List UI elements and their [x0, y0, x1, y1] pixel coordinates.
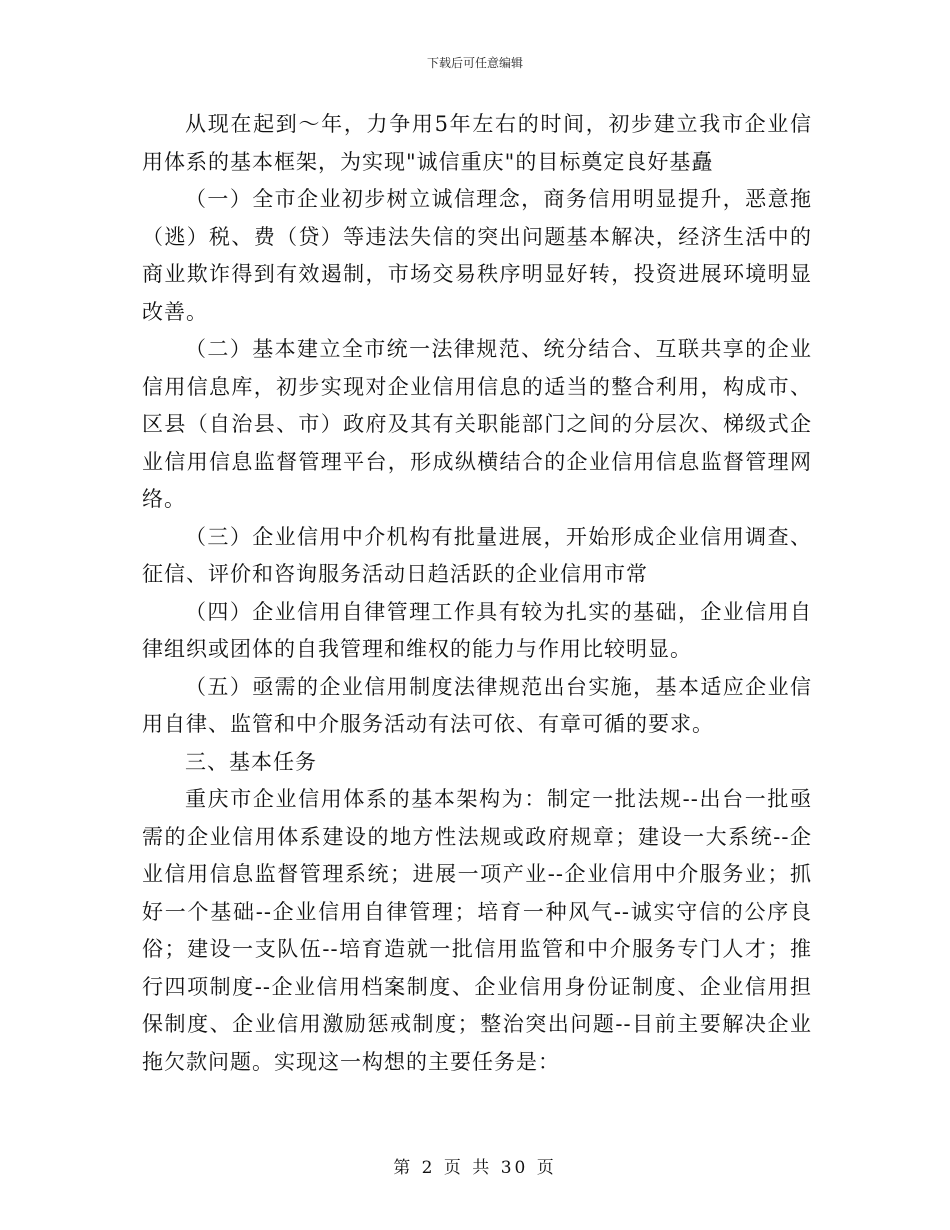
section-heading: 三、基本任务: [185, 749, 317, 774]
paragraph-item-4: （四）企业信用自律管理工作具有较为扎实的基础，企业信用自律组织或团体的自我管理和维权的能力与作用比较明显。: [142, 599, 812, 661]
paragraph-intro: 从现在起到～年，力争用5年左右的时间，初步建立我市企业信用体系的基本框架，为实现"诚信重庆"的目标奠定良好基矗: [142, 112, 812, 174]
document-body: [142, 106, 812, 1081]
paragraph-item-5: （五）亟需的企业信用制度法律规范出台实施，基本适应企业信用自律、监管和中介服务活动有法可依、有章可循的要求。: [142, 674, 812, 736]
paragraph-item-2: （二）基本建立全市统一法律规范、统分结合、互联共享的企业信用信息库，初步实现对企业信用信息的适当的整合利用，构成市、区县（自治县、市）政府及其有关职能部门之间的分层次、梯级式企业信用信息监督管理平台，形成纵横结合的企业信用信息监督管理网络。: [142, 337, 812, 511]
paragraph-basic-tasks: 重庆市企业信用体系的基本架构为：制定一批法规--出台一批亟需的企业信用体系建设的地方性法规或政府规章；建设一大系统--企业信用信息监督管理系统；进展一项产业--企业信用中介服务业；抓好一个基础--企业信用自律管理；培育一种风气--诚实守信的公序良俗；建设一支队伍--培育造就一批信用监管和中介服务专门人才；推行四项制度--企业信用档案制度、企业信用身份证制度、企业信用担保制度、企业信用激励惩戒制度；整治突出问题--目前主要解决企业拖欠款问题。实现这一构想的主要任务是：: [142, 787, 812, 1074]
paragraph-item-1: （一）全市企业初步树立诚信理念，商务信用明显提升，恶意拖（逃）税、费（贷）等违法失信的突出问题基本解决，经济生活中的商业欺诈得到有效遏制，市场交易秩序明显好转，投资进展环境明显改善。: [142, 187, 812, 324]
page-header: 下载后可任意编辑: [426, 56, 523, 70]
paragraph-item-3: （三）企业信用中介机构有批量进展，开始形成企业信用调查、征信、评价和咨询服务活动日趋活跃的企业信用市常: [142, 524, 812, 586]
page-footer: 第 2 页 共 30 页: [393, 1158, 557, 1178]
